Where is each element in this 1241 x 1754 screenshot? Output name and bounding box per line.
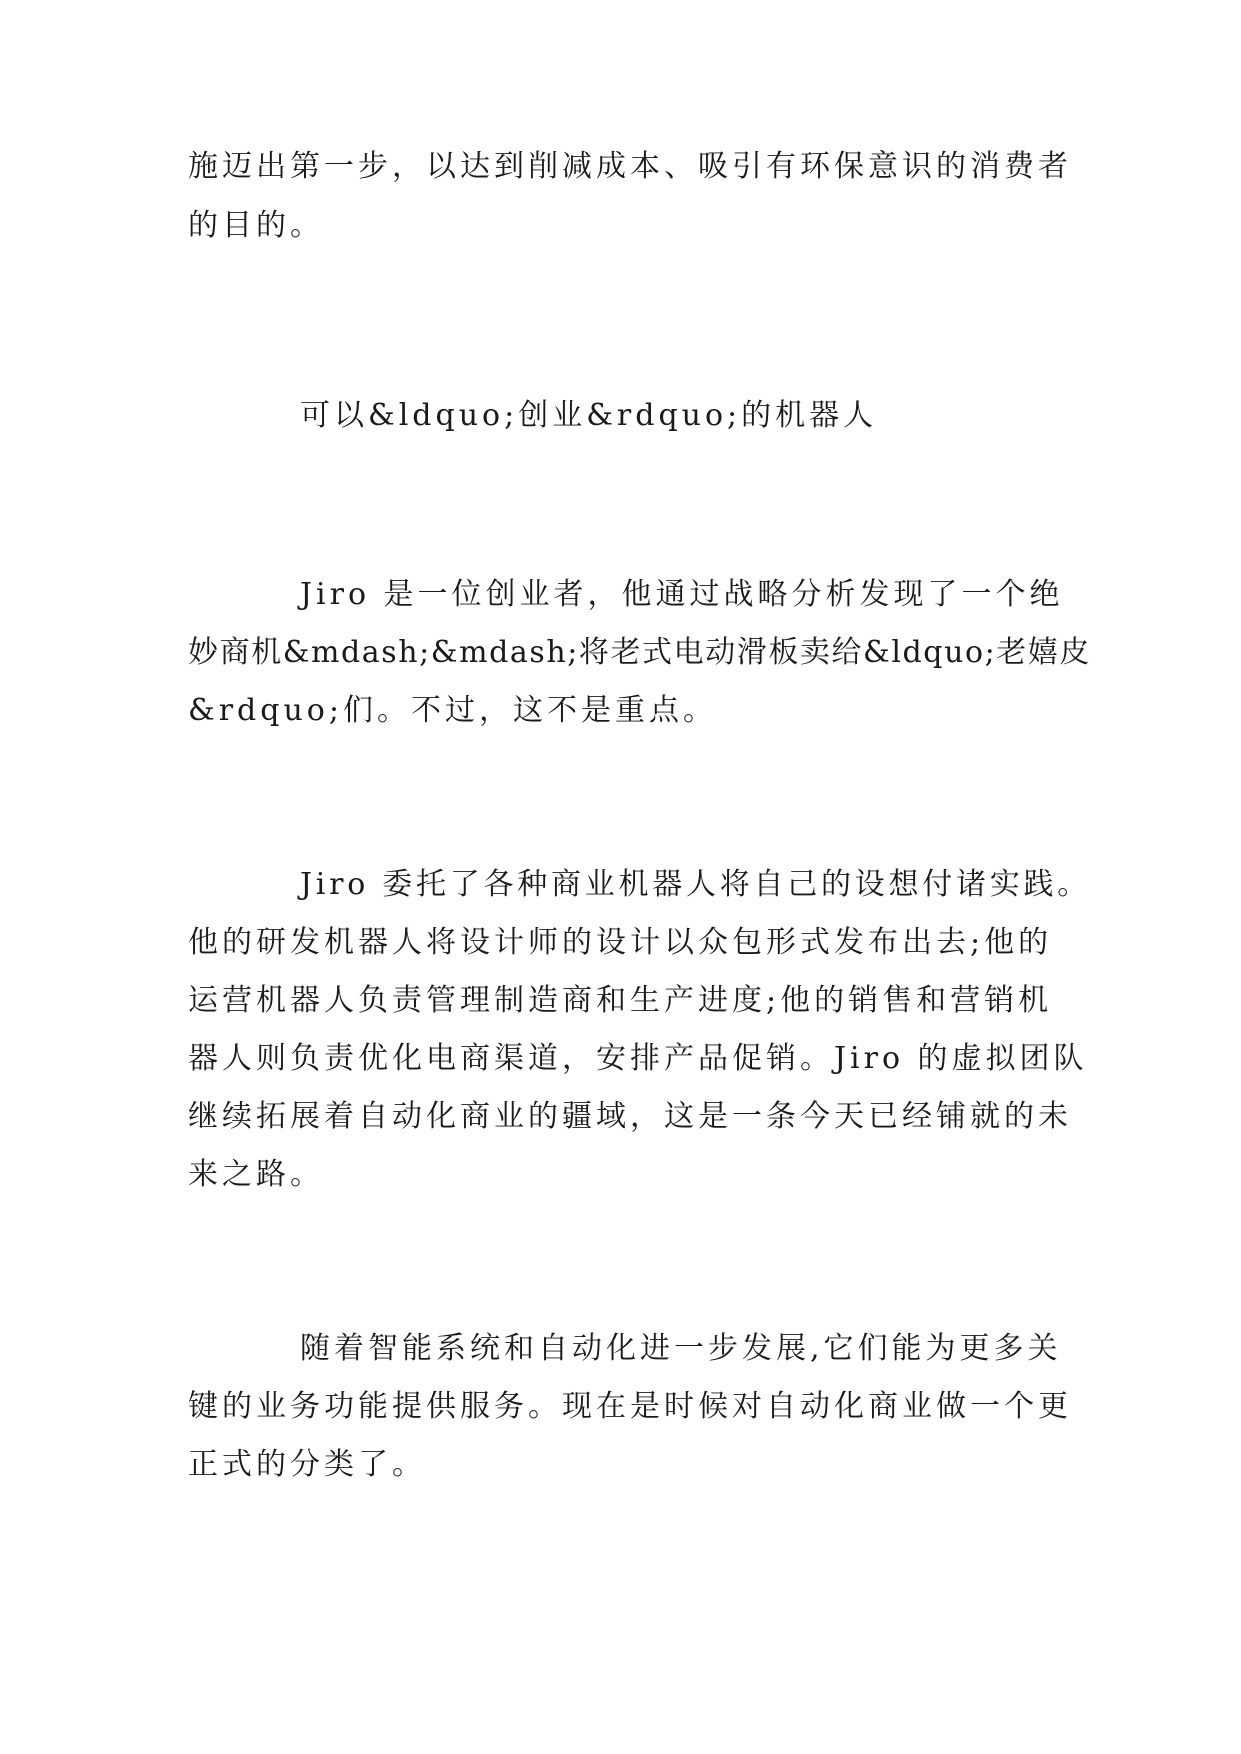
paragraph-4-line-1 bbox=[0, 1320, 1241, 1378]
paragraph-4-line-2-text: 键的业务功能提供服务。现在是时候对自动化商业做一个更 bbox=[188, 1389, 1072, 1424]
paragraph-3-line-5-text: 继续拓展着自动化商业的疆域，这是一条今天已经铺就的未 bbox=[188, 1099, 1072, 1134]
paragraph-2-line-3-text: &rdquo;们。不过，这不是重点。 bbox=[188, 693, 717, 728]
paragraph-3-line-2-text: 他的研发机器人将设计师的设计以众包形式发布出去;他的 bbox=[188, 925, 1053, 960]
paragraph-1-line-1-text: 施迈出第一步，以达到削减成本、吸引有环保意识的消费者 bbox=[188, 149, 1072, 184]
section-heading bbox=[0, 387, 1241, 445]
paragraph-2-line-3 bbox=[0, 682, 1241, 740]
paragraph-4-line-1-text: 随着智能系统和自动化进一步发展,它们能为更多关 bbox=[300, 1331, 1062, 1366]
paragraph-4-line-3 bbox=[0, 1436, 1241, 1494]
paragraph-3-line-1-text: Jiro 委托了各种商业机器人将自己的设想付诸实践。 bbox=[300, 867, 1091, 902]
paragraph-3-line-6 bbox=[0, 1146, 1241, 1204]
paragraph-1-line-2 bbox=[0, 197, 1241, 255]
paragraph-3-line-2 bbox=[0, 914, 1241, 972]
paragraph-1-line-2-text: 的目的。 bbox=[188, 208, 324, 243]
section-heading-text: 可以&ldquo;创业&rdquo;的机器人 bbox=[300, 398, 878, 433]
paragraph-4-line-2 bbox=[0, 1378, 1241, 1436]
paragraph-1-line-1 bbox=[0, 138, 1241, 196]
paragraph-3-line-1 bbox=[0, 856, 1241, 914]
paragraph-3-line-4 bbox=[0, 1030, 1241, 1088]
paragraph-2-line-1-text: Jiro 是一位创业者，他通过战略分析发现了一个绝 bbox=[300, 577, 1064, 612]
paragraph-4-line-3-text: 正式的分类了。 bbox=[188, 1447, 426, 1482]
paragraph-3-line-4-text: 器人则负责优化电商渠道，安排产品促销。Jiro 的虚拟团队 bbox=[188, 1041, 1088, 1076]
paragraph-3-line-5 bbox=[0, 1088, 1241, 1146]
paragraph-3-line-6-text: 来之路。 bbox=[188, 1157, 324, 1192]
paragraph-2-line-1 bbox=[0, 566, 1241, 624]
paragraph-2-line-2-text: 妙商机&mdash;&mdash;将老式电动滑板卖给&ldquo;老嬉皮 bbox=[188, 635, 1091, 670]
paragraph-2-line-2 bbox=[0, 624, 1241, 682]
paragraph-3-line-3 bbox=[0, 972, 1241, 1030]
paragraph-3-line-3-text: 运营机器人负责管理制造商和生产进度;他的销售和营销机 bbox=[188, 983, 1053, 1018]
